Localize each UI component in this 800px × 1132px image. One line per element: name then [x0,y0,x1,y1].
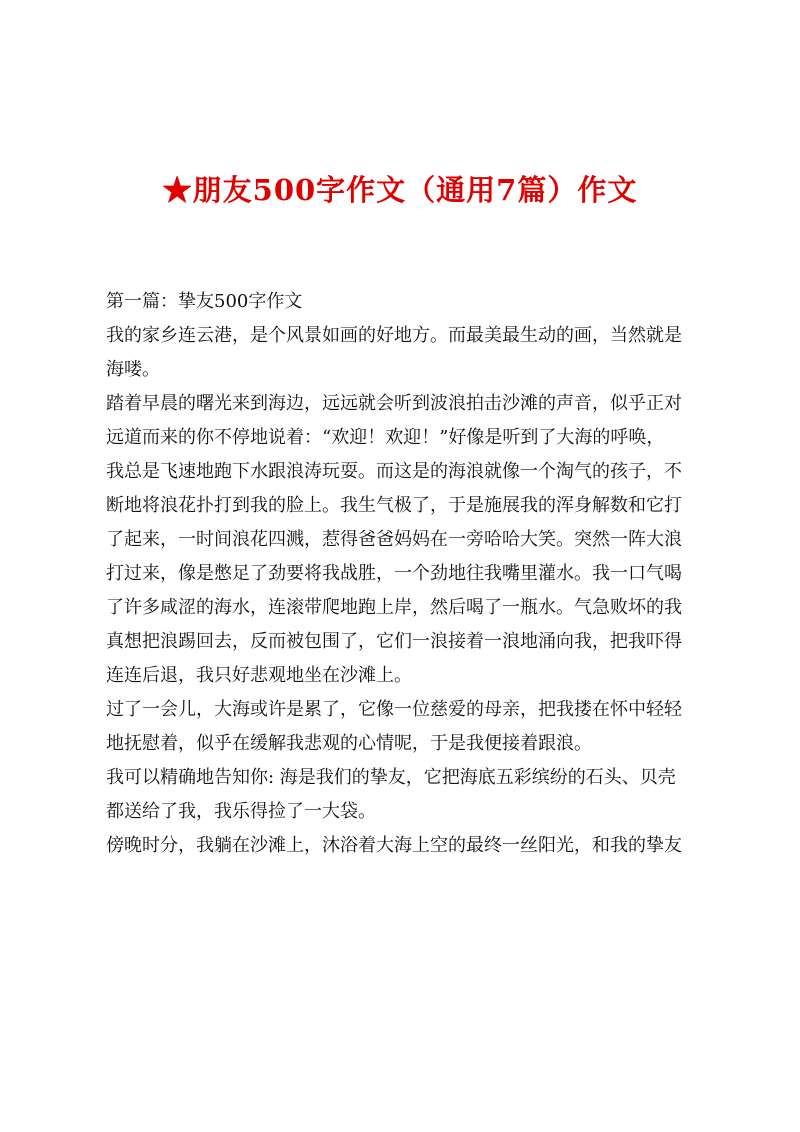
text-line: 过了一会儿，大海或许是累了，它像一位慈爱的母亲，把我搂在怀中轻轻 [106,699,682,720]
text-line: 真想把浪踢回去，反而被包围了，它们一浪接着一浪地涌向我，把我吓得 [106,631,682,652]
text-line: 我总是飞速地跑下水跟浪涛玩耍。而这是的海浪就像一个淘气的孩子，不 [106,461,682,482]
text-line: 了起来，一时间浪花四溅，惹得爸爸妈妈在一旁哈哈大笑。突然一阵大浪 [106,529,682,550]
text-line: 第一篇：挚友500字作文 [106,291,303,312]
document-body [106,285,706,863]
text-line: 地抚慰着，似乎在缓解我悲观的心情呢，于是我便接着跟浪。 [106,733,592,754]
text-line: 踏着早晨的曙光来到海边，远远就会听到波浪拍击沙滩的声音，似乎正对 [106,393,682,414]
text-line: 远道而来的你不停地说着：“欢迎！欢迎！”好像是听到了大海的呼唤， [106,427,665,448]
text-line: 我可以精确地告知你: 海是我们的挚友，它把海底五彩缤纷的石头、贝壳 [106,767,676,788]
text-line: 打过来，像是憋足了劲要将我战胜，一个劲地往我嘴里灌水。我一口气喝 [106,563,682,584]
text-line: 连连后退，我只好悲观地坐在沙滩上。 [106,665,412,686]
text-line: 海喽。 [106,359,160,380]
document-title: ★朋友500字作文（通用7篇）作文 [162,173,638,207]
text-line: 傍晚时分，我躺在沙滩上，沐浴着大海上空的最终一丝阳光，和我的挚友 [106,835,682,856]
text-line: 都送给了我，我乐得捡了一大袋。 [106,801,376,822]
text-line: 了许多咸涩的海水，连滚带爬地跑上岸，然后喝了一瓶水。气急败坏的我 [106,597,682,618]
text-line: 断地将浪花扑打到我的脸上。我生气极了，于是施展我的浑身解数和它打 [106,495,682,516]
text-line: 我的家乡连云港，是个风景如画的好地方。而最美最生动的画，当然就是 [106,325,682,346]
